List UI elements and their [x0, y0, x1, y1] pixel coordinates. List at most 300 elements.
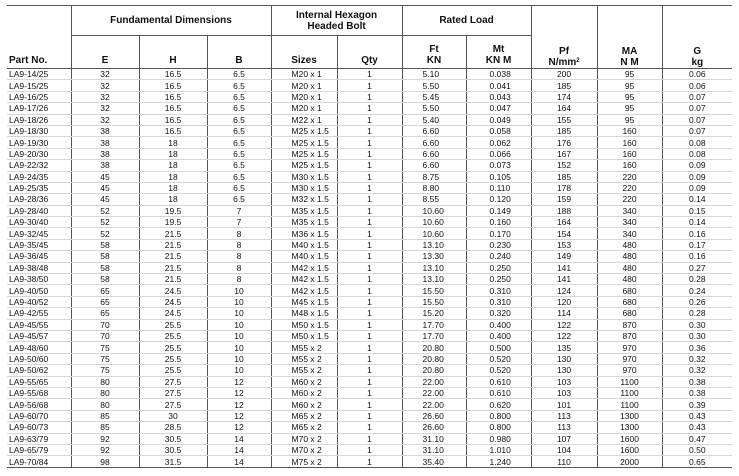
cell-mt: 0.073: [466, 160, 531, 171]
cell-mt: 0.049: [466, 114, 531, 125]
cell-qty: 1: [337, 399, 402, 410]
cell-qty: 1: [337, 228, 402, 239]
table-row: [7, 285, 732, 296]
table-row: [7, 91, 732, 102]
cell-ft: 6.60: [402, 125, 466, 136]
cell-ft: 10.60: [402, 228, 466, 239]
cell-b: 14: [207, 444, 271, 455]
cell-e: 65: [71, 296, 139, 307]
table-row: [7, 296, 732, 307]
cell-qty: 1: [337, 342, 402, 353]
cell-ma: 220: [597, 182, 662, 193]
cell-mt: 0.170: [466, 228, 531, 239]
cell-part-no: LA9-65/79: [7, 444, 71, 455]
cell-ft: 13.10: [402, 239, 466, 250]
cell-ma: 1300: [597, 422, 662, 433]
cell-qty: 1: [337, 387, 402, 398]
cell-b: 6.5: [207, 91, 271, 102]
cell-bolt-size: M20 x 1: [271, 91, 337, 102]
cell-ma: 1100: [597, 376, 662, 387]
cell-mt: 0.149: [466, 205, 531, 216]
table-row: [7, 444, 732, 455]
cell-b: 6.5: [207, 171, 271, 182]
cell-bolt-size: M65 x 2: [271, 410, 337, 421]
cell-qty: 1: [337, 365, 402, 376]
cell-pf: 103: [531, 376, 597, 387]
cell-ft: 15.20: [402, 308, 466, 319]
cell-pf: 135: [531, 342, 597, 353]
cell-ma: 680: [597, 296, 662, 307]
cell-ft: 10.60: [402, 217, 466, 228]
cell-b: 6.5: [207, 194, 271, 205]
cell-b: 10: [207, 330, 271, 341]
cell-ft: 5.45: [402, 91, 466, 102]
cell-mt: 0.620: [466, 399, 531, 410]
cell-mt: 0.800: [466, 422, 531, 433]
cell-h: 18: [139, 137, 207, 148]
cell-g: 0.08: [662, 137, 732, 148]
cell-e: 92: [71, 433, 139, 444]
table-row: [7, 274, 732, 285]
cell-mt: 0.310: [466, 285, 531, 296]
cell-part-no: LA9-45/57: [7, 330, 71, 341]
cell-g: 0.32: [662, 365, 732, 376]
cell-h: 30.5: [139, 444, 207, 455]
cell-part-no: LA9-25/35: [7, 182, 71, 193]
cell-g: 0.43: [662, 410, 732, 421]
cell-qty: 1: [337, 148, 402, 159]
cell-ft: 20.80: [402, 342, 466, 353]
cell-b: 6.5: [207, 125, 271, 136]
cell-mt: 0.610: [466, 387, 531, 398]
cell-ma: 870: [597, 330, 662, 341]
cell-pf: 164: [531, 103, 597, 114]
cell-e: 52: [71, 217, 139, 228]
cell-ft: 15.50: [402, 285, 466, 296]
cell-qty: 1: [337, 182, 402, 193]
cell-ma: 160: [597, 160, 662, 171]
cell-ma: 95: [597, 80, 662, 91]
cell-e: 65: [71, 308, 139, 319]
cell-g: 0.28: [662, 308, 732, 319]
cell-b: 12: [207, 410, 271, 421]
cell-b: 8: [207, 239, 271, 250]
cell-bolt-size: M65 x 2: [271, 422, 337, 433]
cell-h: 28.5: [139, 422, 207, 433]
cell-pf: 152: [531, 160, 597, 171]
cell-h: 16.5: [139, 91, 207, 102]
cell-g: 0.36: [662, 342, 732, 353]
cell-mt: 0.041: [466, 80, 531, 91]
cell-e: 45: [71, 182, 139, 193]
cell-ma: 340: [597, 228, 662, 239]
cell-ma: 220: [597, 194, 662, 205]
cell-bolt-size: M35 x 1.5: [271, 217, 337, 228]
cell-ft: 5.10: [402, 69, 466, 80]
cell-bolt-size: M25 x 1.5: [271, 125, 337, 136]
cell-pf: 101: [531, 399, 597, 410]
cell-ft: 17.70: [402, 330, 466, 341]
cell-pf: 130: [531, 365, 597, 376]
cell-qty: 1: [337, 171, 402, 182]
table-row: [7, 251, 732, 262]
table-row: [7, 205, 732, 216]
cell-g: 0.15: [662, 205, 732, 216]
cell-h: 21.5: [139, 228, 207, 239]
cell-qty: 1: [337, 274, 402, 285]
cell-mt: 0.800: [466, 410, 531, 421]
cell-e: 38: [71, 148, 139, 159]
cell-h: 25.5: [139, 330, 207, 341]
cell-ma: 680: [597, 285, 662, 296]
cell-part-no: LA9-14/25: [7, 69, 71, 80]
cell-bolt-size: M25 x 1.5: [271, 137, 337, 148]
cell-ma: 480: [597, 274, 662, 285]
cell-b: 6.5: [207, 160, 271, 171]
cell-ma: 480: [597, 239, 662, 250]
header-ft: [402, 36, 466, 69]
cell-part-no: LA9-35/45: [7, 239, 71, 250]
cell-ma: 220: [597, 171, 662, 182]
cell-bolt-size: M25 x 1.5: [271, 160, 337, 171]
table-row: [7, 262, 732, 273]
cell-bolt-size: M48 x 1.5: [271, 308, 337, 319]
cell-pf: 103: [531, 387, 597, 398]
cell-ma: 1600: [597, 433, 662, 444]
header-sizes: Sizes: [271, 36, 337, 69]
cell-bolt-size: M20 x 1: [271, 80, 337, 91]
cell-pf: 130: [531, 353, 597, 364]
cell-h: 16.5: [139, 80, 207, 91]
cell-mt: 0.310: [466, 296, 531, 307]
cell-bolt-size: M30 x 1.5: [271, 182, 337, 193]
cell-pf: 153: [531, 239, 597, 250]
cell-qty: 1: [337, 69, 402, 80]
cell-g: 0.07: [662, 125, 732, 136]
cell-bolt-size: M35 x 1.5: [271, 205, 337, 216]
cell-qty: 1: [337, 239, 402, 250]
cell-bolt-size: M42 x 1.5: [271, 262, 337, 273]
cell-part-no: LA9-22/32: [7, 160, 71, 171]
cell-g: 0.06: [662, 80, 732, 91]
cell-e: 58: [71, 239, 139, 250]
cell-bolt-size: M55 x 2: [271, 365, 337, 376]
cell-h: 24.5: [139, 296, 207, 307]
table-row: [7, 137, 732, 148]
cell-b: 8: [207, 274, 271, 285]
header-pf-unit: N/mm: [548, 57, 577, 68]
cell-pf: 164: [531, 217, 597, 228]
cell-bolt-size: M22 x 1: [271, 114, 337, 125]
header-part-no: Part No.: [7, 6, 71, 69]
table-row: [7, 387, 732, 398]
cell-h: 16.5: [139, 103, 207, 114]
table-row: [7, 148, 732, 159]
cell-pf: 113: [531, 410, 597, 421]
table-body: [7, 69, 732, 468]
cell-mt: 0.520: [466, 365, 531, 376]
cell-g: 0.09: [662, 160, 732, 171]
cell-b: 10: [207, 308, 271, 319]
cell-ft: 5.40: [402, 114, 466, 125]
cell-e: 45: [71, 171, 139, 182]
cell-part-no: LA9-55/68: [7, 387, 71, 398]
header-ma: [597, 6, 662, 69]
cell-bolt-size: M60 x 2: [271, 399, 337, 410]
cell-bolt-size: M42 x 1.5: [271, 285, 337, 296]
cell-ft: 13.10: [402, 274, 466, 285]
header-mt: [466, 36, 531, 69]
cell-bolt-size: M50 x 1.5: [271, 330, 337, 341]
header-e: E: [71, 36, 139, 69]
cell-b: 10: [207, 285, 271, 296]
cell-g: 0.16: [662, 251, 732, 262]
cell-mt: 0.250: [466, 274, 531, 285]
cell-ma: 340: [597, 205, 662, 216]
cell-b: 14: [207, 433, 271, 444]
cell-qty: 1: [337, 217, 402, 228]
cell-ma: 970: [597, 342, 662, 353]
cell-b: 12: [207, 422, 271, 433]
header-ma-top: MA: [621, 46, 638, 57]
table-row: [7, 456, 732, 468]
cell-g: 0.07: [662, 103, 732, 114]
cell-qty: 1: [337, 114, 402, 125]
cell-b: 8: [207, 228, 271, 239]
cell-b: 10: [207, 296, 271, 307]
cell-h: 18: [139, 171, 207, 182]
cell-bolt-size: M42 x 1.5: [271, 274, 337, 285]
cell-h: 27.5: [139, 387, 207, 398]
cell-qty: 1: [337, 160, 402, 171]
cell-ft: 8.75: [402, 171, 466, 182]
header-fundamental-dimensions: Fundamental Dimensions: [71, 6, 271, 36]
cell-e: 75: [71, 353, 139, 364]
cell-part-no: LA9-63/79: [7, 433, 71, 444]
cell-h: 16.5: [139, 69, 207, 80]
cell-e: 32: [71, 114, 139, 125]
cell-b: 6.5: [207, 103, 271, 114]
cell-b: 6.5: [207, 80, 271, 91]
cell-bolt-size: M50 x 1.5: [271, 319, 337, 330]
cell-ma: 1100: [597, 399, 662, 410]
cell-bolt-size: M25 x 1.5: [271, 148, 337, 159]
header-ma-unit: N M: [620, 57, 639, 68]
header-hexagon-bolt-line1: Internal Hexagon: [295, 9, 378, 21]
cell-ft: 13.30: [402, 251, 466, 262]
cell-mt: 0.400: [466, 330, 531, 341]
cell-mt: 0.105: [466, 171, 531, 182]
cell-bolt-size: M20 x 1: [271, 103, 337, 114]
cell-pf: 107: [531, 433, 597, 444]
header-hexagon-bolt: [271, 6, 402, 36]
cell-g: 0.39: [662, 399, 732, 410]
cell-e: 38: [71, 125, 139, 136]
cell-part-no: LA9-45/55: [7, 319, 71, 330]
cell-qty: 1: [337, 296, 402, 307]
cell-part-no: LA9-16/25: [7, 91, 71, 102]
cell-g: 0.65: [662, 456, 732, 468]
cell-part-no: LA9-28/36: [7, 194, 71, 205]
cell-pf: 185: [531, 171, 597, 182]
header-g-top: G: [693, 46, 702, 57]
cell-qty: 1: [337, 137, 402, 148]
header-pf-top: Pf: [559, 46, 570, 57]
cell-mt: 0.230: [466, 239, 531, 250]
cell-g: 0.38: [662, 387, 732, 398]
table-row: [7, 365, 732, 376]
cell-ma: 480: [597, 251, 662, 262]
cell-ft: 17.70: [402, 319, 466, 330]
cell-ma: 95: [597, 114, 662, 125]
cell-h: 30: [139, 410, 207, 421]
cell-e: 70: [71, 330, 139, 341]
cell-g: 0.24: [662, 285, 732, 296]
cell-ft: 31.10: [402, 433, 466, 444]
cell-bolt-size: M32 x 1.5: [271, 194, 337, 205]
cell-mt: 0.520: [466, 353, 531, 364]
cell-ft: 20.80: [402, 353, 466, 364]
cell-e: 58: [71, 262, 139, 273]
cell-mt: 1.240: [466, 456, 531, 468]
cell-mt: 0.043: [466, 91, 531, 102]
cell-b: 7: [207, 217, 271, 228]
table-row: [7, 80, 732, 91]
cell-mt: 0.120: [466, 194, 531, 205]
cell-qty: 1: [337, 251, 402, 262]
cell-g: 0.26: [662, 296, 732, 307]
cell-e: 92: [71, 444, 139, 455]
cell-bolt-size: M36 x 1.5: [271, 228, 337, 239]
cell-pf: 113: [531, 422, 597, 433]
cell-h: 18: [139, 194, 207, 205]
cell-e: 32: [71, 103, 139, 114]
cell-mt: 0.160: [466, 217, 531, 228]
cell-qty: 1: [337, 80, 402, 91]
cell-h: 27.5: [139, 376, 207, 387]
cell-part-no: LA9-20/30: [7, 148, 71, 159]
cell-bolt-size: M40 x 1.5: [271, 251, 337, 262]
cell-ft: 22.00: [402, 376, 466, 387]
cell-pf: 122: [531, 330, 597, 341]
cell-part-no: LA9-15/25: [7, 80, 71, 91]
cell-b: 10: [207, 353, 271, 364]
header-rated-load: Rated Load: [402, 6, 531, 36]
table-row: [7, 194, 732, 205]
cell-b: 10: [207, 365, 271, 376]
cell-g: 0.32: [662, 353, 732, 364]
table-row: [7, 114, 732, 125]
cell-h: 21.5: [139, 262, 207, 273]
cell-qty: 1: [337, 262, 402, 273]
cell-pf: 124: [531, 285, 597, 296]
cell-h: 16.5: [139, 125, 207, 136]
cell-bolt-size: M30 x 1.5: [271, 171, 337, 182]
cell-ma: 95: [597, 103, 662, 114]
cell-ma: 2000: [597, 456, 662, 468]
cell-qty: 1: [337, 410, 402, 421]
cell-e: 38: [71, 160, 139, 171]
cell-g: 0.38: [662, 376, 732, 387]
cell-bolt-size: M20 x 1: [271, 69, 337, 80]
cell-ma: 340: [597, 217, 662, 228]
cell-pf: 200: [531, 69, 597, 80]
cell-e: 80: [71, 376, 139, 387]
cell-h: 16.5: [139, 114, 207, 125]
cell-h: 25.5: [139, 353, 207, 364]
cell-g: 0.16: [662, 228, 732, 239]
cell-ft: 31.10: [402, 444, 466, 455]
cell-part-no: LA9-28/40: [7, 205, 71, 216]
cell-part-no: LA9-38/48: [7, 262, 71, 273]
cell-mt: 0.240: [466, 251, 531, 262]
cell-qty: 1: [337, 308, 402, 319]
table-row: [7, 433, 732, 444]
cell-part-no: LA9-17/26: [7, 103, 71, 114]
cell-mt: 0.400: [466, 319, 531, 330]
header-ft-unit: KN: [426, 55, 442, 66]
cell-ft: 6.60: [402, 148, 466, 159]
cell-e: 75: [71, 365, 139, 376]
cell-pf: 114: [531, 308, 597, 319]
cell-ma: 95: [597, 69, 662, 80]
table-row: [7, 160, 732, 171]
cell-part-no: LA9-38/50: [7, 274, 71, 285]
cell-qty: 1: [337, 376, 402, 387]
cell-e: 38: [71, 137, 139, 148]
cell-h: 18: [139, 160, 207, 171]
cell-e: 85: [71, 410, 139, 421]
cell-h: 21.5: [139, 274, 207, 285]
cell-pf: 167: [531, 148, 597, 159]
cell-b: 6.5: [207, 114, 271, 125]
cell-ma: 1100: [597, 387, 662, 398]
cell-h: 25.5: [139, 319, 207, 330]
cell-qty: 1: [337, 444, 402, 455]
cell-qty: 1: [337, 125, 402, 136]
cell-part-no: LA9-32/45: [7, 228, 71, 239]
cell-b: 12: [207, 376, 271, 387]
cell-ft: 26.60: [402, 422, 466, 433]
cell-mt: 0.066: [466, 148, 531, 159]
cell-e: 52: [71, 228, 139, 239]
cell-g: 0.14: [662, 194, 732, 205]
cell-b: 6.5: [207, 69, 271, 80]
cell-mt: 0.610: [466, 376, 531, 387]
cell-h: 30.5: [139, 433, 207, 444]
cell-mt: 0.047: [466, 103, 531, 114]
cell-ft: 35.40: [402, 456, 466, 468]
cell-mt: 0.320: [466, 308, 531, 319]
cell-part-no: LA9-56/68: [7, 399, 71, 410]
cell-ma: 95: [597, 91, 662, 102]
cell-g: 0.30: [662, 330, 732, 341]
cell-part-no: LA9-18/26: [7, 114, 71, 125]
cell-ma: 970: [597, 353, 662, 364]
cell-h: 18: [139, 148, 207, 159]
cell-ma: 160: [597, 137, 662, 148]
table-row: [7, 353, 732, 364]
cell-g: 0.27: [662, 262, 732, 273]
cell-bolt-size: M60 x 2: [271, 387, 337, 398]
cell-h: 24.5: [139, 285, 207, 296]
header-mt-unit: KN M: [485, 55, 512, 66]
cell-e: 98: [71, 456, 139, 468]
cell-g: 0.08: [662, 148, 732, 159]
cell-part-no: LA9-36/45: [7, 251, 71, 262]
table-row: [7, 342, 732, 353]
cell-part-no: LA9-30/40: [7, 217, 71, 228]
